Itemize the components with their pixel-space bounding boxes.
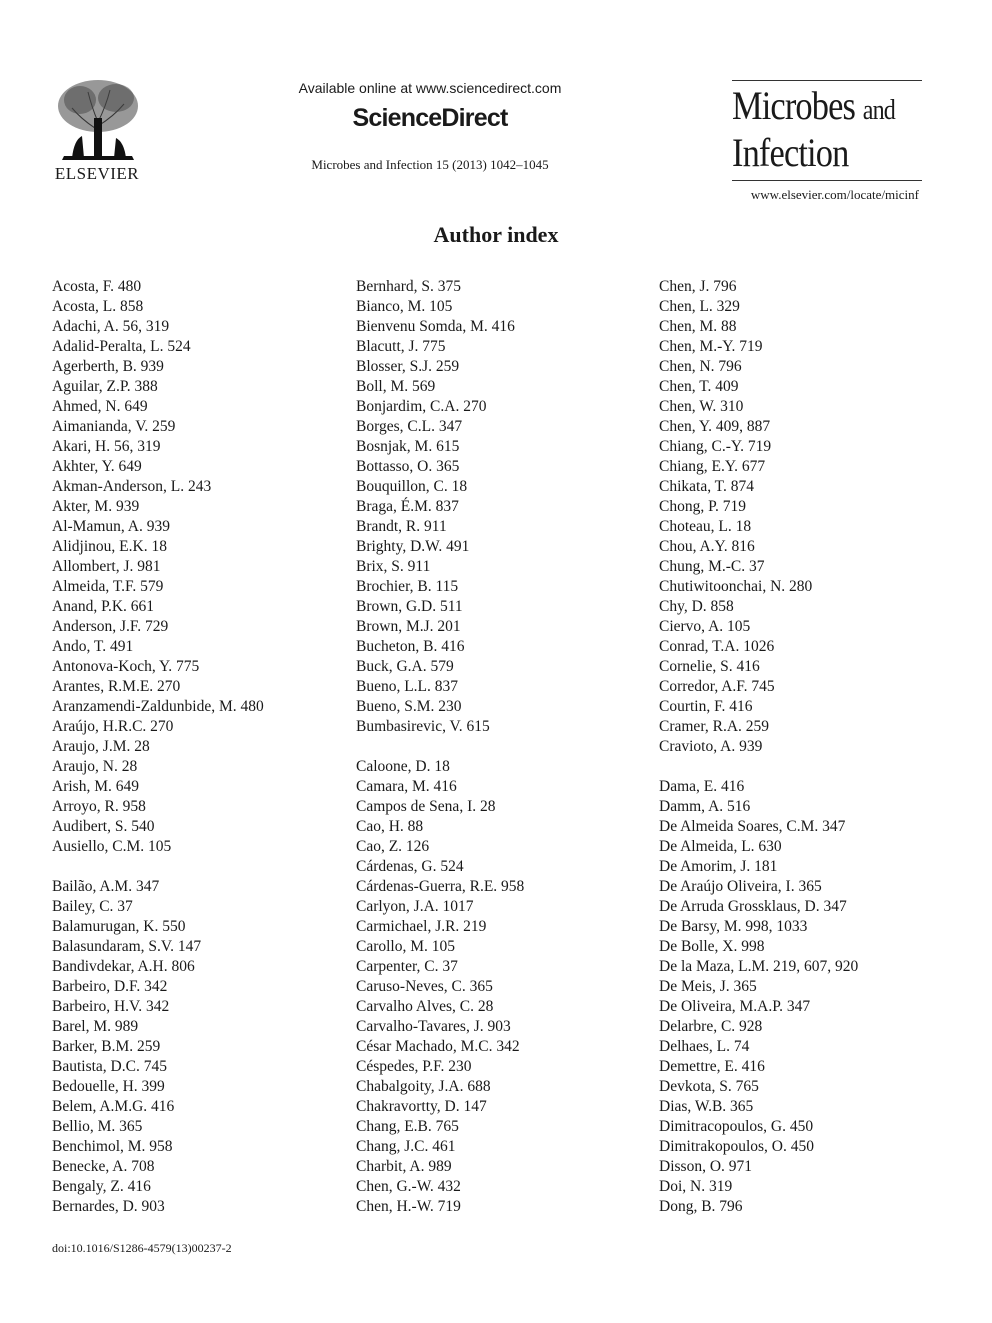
author-entry: De Meis, J. 365 [659, 978, 757, 995]
author-entry: Carpenter, C. 37 [356, 958, 458, 975]
author-entry: De la Maza, L.M. 219, 607, 920 [659, 958, 859, 975]
author-entry: Carollo, M. 105 [356, 938, 456, 955]
author-entry: Akhter, Y. 649 [52, 458, 142, 475]
publisher-name: ELSEVIER [54, 164, 140, 183]
author-entry: Arish, M. 649 [52, 778, 139, 795]
author-entry: Cramer, R.A. 259 [659, 718, 770, 735]
sciencedirect-logo: ScienceDirect [352, 104, 508, 132]
available-online-text[interactable]: Available online at www.sciencedirect.com [298, 80, 562, 96]
author-entry: Cao, H. 88 [356, 818, 424, 835]
index-column-3 [659, 277, 949, 1217]
author-entry: Courtin, F. 416 [659, 698, 753, 715]
author-entry: Akter, M. 939 [52, 498, 140, 515]
journal-title [732, 85, 895, 174]
author-entry: Ciervo, A. 105 [659, 618, 751, 635]
author-entry: De Oliveira, M.A.P. 347 [659, 998, 811, 1015]
author-entry: Braga, É.M. 837 [356, 498, 459, 515]
author-entry: Brochier, B. 115 [356, 578, 459, 595]
author-entry: Conrad, T.A. 1026 [659, 638, 775, 655]
author-entry: Bandivdekar, A.H. 806 [52, 958, 195, 975]
author-entry: Cravioto, A. 939 [659, 738, 763, 755]
author-entry: Aimanianda, V. 259 [52, 418, 176, 435]
author-entry: Chiang, C.-Y. 719 [659, 438, 772, 455]
author-entry: Benchimol, M. 958 [52, 1138, 173, 1155]
author-entry: Barker, B.M. 259 [52, 1038, 161, 1055]
author-entry: Barbeiro, H.V. 342 [52, 998, 170, 1015]
author-entry: Cárdenas, G. 524 [356, 858, 464, 875]
author-entry: Boll, M. 569 [356, 378, 436, 395]
author-entry: Dias, W.B. 365 [659, 1098, 754, 1115]
author-entry: De Arruda Grossklaus, D. 347 [659, 898, 847, 915]
author-entry: Chen, M. 88 [659, 318, 737, 335]
author-entry: Chen, T. 409 [659, 378, 739, 395]
author-entry: De Araújo Oliveira, I. 365 [659, 878, 822, 895]
author-entry: Chen, N. 796 [659, 358, 742, 375]
author-entry: Caruso-Neves, C. 365 [356, 978, 493, 995]
author-entry: Bailão, A.M. 347 [52, 878, 160, 895]
author-entry: Blacutt, J. 775 [356, 338, 446, 355]
author-entry: Dama, E. 416 [659, 778, 745, 795]
author-entry: Bosnjak, M. 615 [356, 438, 460, 455]
author-entry: Chang, J.C. 461 [356, 1138, 456, 1155]
author-entry: Céspedes, P.F. 230 [356, 1058, 472, 1075]
author-entry: Barel, M. 989 [52, 1018, 139, 1035]
author-entry: Bengaly, Z. 416 [52, 1178, 151, 1195]
author-entry: Brown, M.J. 201 [356, 618, 461, 635]
author-entry: Bonjardim, C.A. 270 [356, 398, 487, 415]
author-entry: Aranzamendi-Zaldunbide, M. 480 [52, 698, 264, 715]
author-entry: Choteau, L. 18 [659, 518, 752, 535]
author-entry: Caloone, D. 18 [356, 758, 450, 775]
author-entry: Bailey, C. 37 [52, 898, 133, 915]
author-entry: César Machado, M.C. 342 [356, 1038, 520, 1055]
author-entry: Akari, H. 56, 319 [52, 438, 161, 455]
author-entry: Chen, J. 796 [659, 278, 737, 295]
author-entry: Chong, P. 719 [659, 498, 746, 515]
index-letter-gap [356, 737, 646, 757]
author-entry: Brandt, R. 911 [356, 518, 447, 535]
author-entry: Balamurugan, K. 550 [52, 918, 186, 935]
author-entry: Damm, A. 516 [659, 798, 751, 815]
author-entry: Acosta, L. 858 [52, 298, 144, 315]
author-entry: Cao, Z. 126 [356, 838, 430, 855]
author-entry: Akman-Anderson, L. 243 [52, 478, 212, 495]
index-letter-gap [52, 857, 342, 877]
author-entry: Bianco, M. 105 [356, 298, 453, 315]
index-column-2 [356, 277, 646, 1217]
author-entry: Alidjinou, E.K. 18 [52, 538, 167, 555]
doi-footer[interactable]: doi:10.1016/S1286-4579(13)00237-2 [52, 1241, 232, 1255]
author-entry: Chabalgoity, J.A. 688 [356, 1078, 491, 1095]
author-entry: Balasundaram, S.V. 147 [52, 938, 202, 955]
journal-citation: Microbes and Infection 15 (2013) 1042–1045 [311, 157, 549, 172]
author-entry: Demettre, E. 416 [659, 1058, 765, 1075]
author-entry: Chy, D. 858 [659, 598, 734, 615]
index-letter-gap [659, 757, 949, 777]
author-entry: Bedouelle, H. 399 [52, 1078, 165, 1095]
author-entry: Campos de Sena, I. 28 [356, 798, 496, 815]
author-entry: Carlyon, J.A. 1017 [356, 898, 474, 915]
author-entry: Carvalho-Tavares, J. 903 [356, 1018, 511, 1035]
author-entry: Chen, W. 310 [659, 398, 744, 415]
header-center [250, 80, 610, 173]
author-entry: De Almeida, L. 630 [659, 838, 782, 855]
author-entry: Ahmed, N. 649 [52, 398, 148, 415]
author-entry: Adalid-Peralta, L. 524 [52, 338, 191, 355]
author-entry: Barbeiro, D.F. 342 [52, 978, 168, 995]
author-entry: Cornelie, S. 416 [659, 658, 760, 675]
author-entry: Dimitrakopoulos, O. 450 [659, 1138, 814, 1155]
journal-title-word-1: Microbes [732, 83, 856, 128]
masthead-rule-bottom [732, 180, 922, 181]
author-entry: Arantes, R.M.E. 270 [52, 678, 181, 695]
author-entry: Chen, L. 329 [659, 298, 740, 315]
author-entry: Anderson, J.F. 729 [52, 618, 169, 635]
author-entry: Araujo, J.M. 28 [52, 738, 150, 755]
author-entry: Chung, M.-C. 37 [659, 558, 765, 575]
author-entry: Delarbre, C. 928 [659, 1018, 763, 1035]
author-entry: Brix, S. 911 [356, 558, 431, 575]
author-entry: Corredor, A.F. 745 [659, 678, 775, 695]
author-entry: Agerberth, B. 939 [52, 358, 164, 375]
author-entry: Audibert, S. 540 [52, 818, 155, 835]
author-entry: Chutiwitoonchai, N. 280 [659, 578, 813, 595]
author-entry: Chou, A.Y. 816 [659, 538, 755, 555]
author-entry: Charbit, A. 989 [356, 1158, 452, 1175]
author-entry: Doi, N. 319 [659, 1178, 733, 1195]
author-entry: Dong, B. 796 [659, 1198, 743, 1215]
author-entry: Bucheton, B. 416 [356, 638, 465, 655]
journal-masthead [732, 80, 922, 181]
author-entry: Bouquillon, C. 18 [356, 478, 468, 495]
page-title: Author index [433, 222, 559, 247]
author-entry: Delhaes, L. 74 [659, 1038, 750, 1055]
author-entry: Bienvenu Somda, M. 416 [356, 318, 515, 335]
author-entry: Disson, O. 971 [659, 1158, 753, 1175]
author-entry: Chen, M.-Y. 719 [659, 338, 763, 355]
author-entry: Anand, P.K. 661 [52, 598, 155, 615]
author-entry: Belem, A.M.G. 416 [52, 1098, 175, 1115]
author-entry: Borges, C.L. 347 [356, 418, 463, 435]
author-entry: Almeida, T.F. 579 [52, 578, 164, 595]
journal-url[interactable]: www.elsevier.com/locate/micinf [750, 187, 919, 202]
author-entry: Camara, M. 416 [356, 778, 457, 795]
author-entry: Chakravortty, D. 147 [356, 1098, 487, 1115]
author-entry: De Amorim, J. 181 [659, 858, 778, 875]
author-entry: Ausiello, C.M. 105 [52, 838, 172, 855]
author-entry: Arroyo, R. 958 [52, 798, 146, 815]
author-entry: Brighty, D.W. 491 [356, 538, 470, 555]
author-entry: Aguilar, Z.P. 388 [52, 378, 158, 395]
author-entry: Bautista, D.C. 745 [52, 1058, 167, 1075]
author-entry: Antonova-Koch, Y. 775 [52, 658, 200, 675]
journal-title-and: and [862, 95, 895, 126]
author-entry: Dimitracopoulos, G. 450 [659, 1118, 814, 1135]
author-entry: Benecke, A. 708 [52, 1158, 155, 1175]
author-entry: Blosser, S.J. 259 [356, 358, 460, 375]
author-entry: De Almeida Soares, C.M. 347 [659, 818, 846, 835]
author-entry: Araújo, H.R.C. 270 [52, 718, 174, 735]
author-entry: Chikata, T. 874 [659, 478, 754, 495]
author-entry: De Bolle, X. 998 [659, 938, 765, 955]
author-entry: Chen, Y. 409, 887 [659, 418, 771, 435]
author-entry: Bernardes, D. 903 [52, 1198, 165, 1215]
author-entry: Chen, G.-W. 432 [356, 1178, 461, 1195]
author-entry: Bumbasirevic, V. 615 [356, 718, 490, 735]
author-entry: Cárdenas-Guerra, R.E. 958 [356, 878, 525, 895]
author-entry: Devkota, S. 765 [659, 1078, 759, 1095]
author-entry: Al-Mamun, A. 939 [52, 518, 170, 535]
author-entry: Chang, E.B. 765 [356, 1118, 459, 1135]
author-entry: Chen, H.-W. 719 [356, 1198, 461, 1215]
author-entry: De Barsy, M. 998, 1033 [659, 918, 808, 935]
masthead-rule-top [732, 80, 922, 81]
index-column-1 [52, 277, 342, 1217]
author-entry: Ando, T. 491 [52, 638, 134, 655]
author-entry: Bernhard, S. 375 [356, 278, 462, 295]
author-entry: Buck, G.A. 579 [356, 658, 454, 675]
author-entry: Allombert, J. 981 [52, 558, 161, 575]
author-entry: Carmichael, J.R. 219 [356, 918, 487, 935]
author-entry: Brown, G.D. 511 [356, 598, 463, 615]
author-entry: Carvalho Alves, C. 28 [356, 998, 494, 1015]
author-entry: Adachi, A. 56, 319 [52, 318, 170, 335]
author-entry: Acosta, F. 480 [52, 278, 142, 295]
author-entry: Chiang, E.Y. 677 [659, 458, 766, 475]
author-entry: Bueno, L.L. 837 [356, 678, 459, 695]
author-entry: Araujo, N. 28 [52, 758, 138, 775]
journal-title-word-2: Infection [732, 130, 849, 175]
author-entry: Bueno, S.M. 230 [356, 698, 462, 715]
author-entry: Bottasso, O. 365 [356, 458, 460, 475]
author-entry: Bellio, M. 365 [52, 1118, 143, 1135]
